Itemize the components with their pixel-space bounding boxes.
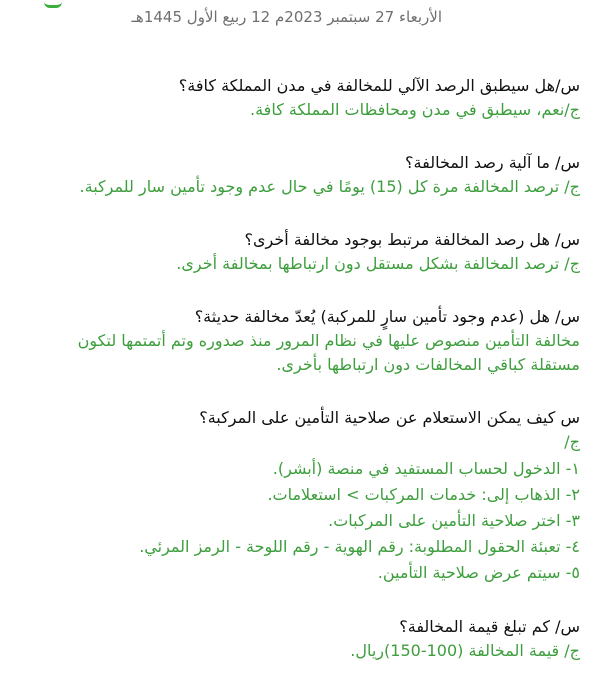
date-header: الأربعاء 27 سبتمبر 2023م 12 ربيع الأول 1445هـ [131,8,442,26]
qa-item-6 [10,615,580,663]
question-4: س/ هل (عدم وجود تأمين سارٍ للمركبة) يُعدّ مخالفة حديثة؟ [194,307,580,326]
step-3: ٣- اختر صلاحية التأمين على المركبات. [328,511,580,530]
question-6: س/ كم تبلغ قيمة المخالفة؟ [399,617,580,636]
step-5: ٥- سيتم عرض صلاحية التأمين. [377,563,580,582]
qa-item-3 [10,228,580,276]
answer-4-line-1: مخالفة التأمين منصوص عليها في نظام المرور منذ صدوره وتم أتمتمها لتكون [77,331,580,350]
top-accent-mark [44,0,62,8]
answer-6: ج/ قيمة المخالفة (100-150)ريال. [350,641,580,660]
answer-3: ج/ ترصد المخالفة بشكل مستقل دون ارتباطها بمخالفة أخرى. [176,254,580,273]
question-2: س/ ما آلية رصد المخالفة؟ [405,153,580,172]
steps-list [10,456,580,586]
answer-2: ج/ ترصد المخالفة مرة كل (15) يومًا في حال عدم وجود تأمين سار للمركبة. [79,177,580,196]
qa-item-4 [10,305,580,377]
question-5: س كيف يمكن الاستعلام عن صلاحية التأمين على المركبة؟ [199,408,580,427]
step-4: ٤- تعبئة الحقول المطلوبة: رقم الهوية - رقم اللوحة - الرمز المرئي. [139,537,580,556]
step-1: ١- الدخول لحساب المستفيد في منصة (أبشر). [272,459,580,478]
step-2: ٢- الذهاب إلى: خدمات المركبات > استعلامات. [267,485,580,504]
qa-item-1 [10,74,580,122]
faq-content [10,74,580,692]
answer-1: ج/نعم، سيطبق في مدن ومحافظات المملكة كافة. [250,100,580,119]
qa-item-2 [10,151,580,199]
answer-5-prefix: ج/ [564,432,580,451]
question-3: س/ هل رصد المخالفة مرتبط بوجود مخالفة أخرى؟ [244,230,580,249]
answer-4-line-2: مستقلة كباقي المخالفات دون ارتباطها بأخرى. [276,355,580,374]
qa-item-5 [10,406,580,586]
question-1: س/هل سيطبق الرصد الآلي للمخالفة في مدن المملكة كافة؟ [178,76,580,95]
